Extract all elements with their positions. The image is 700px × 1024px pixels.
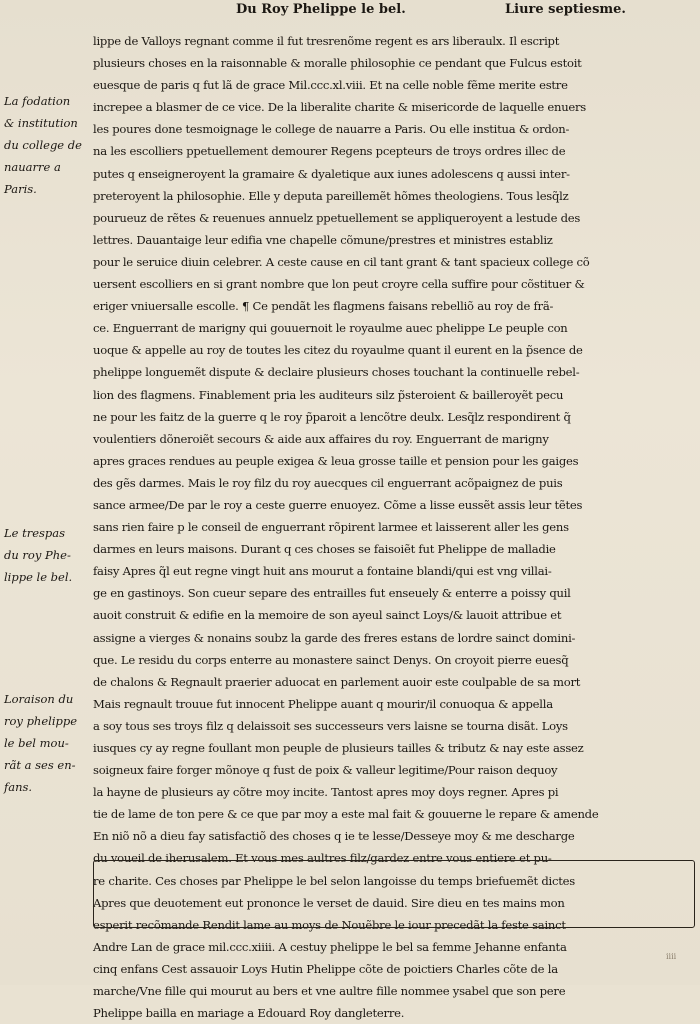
text-line: lettres. Dauantaige leur edifia vne chapelle cõmune/prestres et ministres establiz [93, 232, 553, 247]
annotation-box [93, 860, 695, 928]
text-line: cinq enfans Cest assauoir Loys Hutin Phelippe cõte de poictiers Charles cõte de la [93, 961, 558, 976]
text-line: Phelippe bailla en mariage a Edouard Roy dangleterre. [93, 1006, 405, 1021]
book-title: Liure septiesme. [505, 2, 626, 17]
text-line: lion des flagmens. Finablement pria les auditeurs silz p̃steroient & bailleroyẽt pecu [93, 387, 564, 402]
text-line: pour le seruice diuin celebrer. A ceste cause en cil tant grant & tant spacieux college cõ [93, 254, 590, 269]
page-header [0, 0, 700, 22]
text-line: les poures done tesmoignage le college de nauarre a Paris. Ou elle institua & ordon- [93, 122, 570, 137]
text-line: iusques cy ay regne foullant mon peuple de plusieurs tailles & tributz & nay este assez [93, 741, 584, 755]
text-line: a soy tous ses troys filz q delaissoit ses successeurs vers laisne se tourna disãt. Loys [93, 718, 568, 733]
text-line: sance armee/De par le roy a ceste guerre enuoyez. Cõme a lisse eussẽt assis leur tẽtes [93, 497, 583, 512]
text-line: uersent escolliers en si grant nombre que lon peut croyre cella suffire pour cõstituer & [93, 277, 585, 292]
text-line: lippe de Valloys regnant comme il fut tresrenõme regent es ars liberaulx. Il escript [93, 34, 560, 48]
text-line: du voueil de iherusalem. Et vous mes aultres filz/gardez entre vous entiere et pu- [93, 851, 552, 866]
running-title: Du Roy Phelippe le bel. [236, 2, 406, 17]
text-line: que. Le residu du corps enterre au monastere sainct Denys. On croyoit pierre euesq̃ [93, 652, 569, 667]
text-line: esperit recõmande Rendit lame au moys de Nouẽbre le iour precedãt la feste sainct [93, 917, 566, 932]
text-line: putes q enseigneroyent la gramaire & dyaletique aux iunes adolescens q aussi inter- [93, 166, 570, 181]
text-line: increpee a blasmer de ce vice. De la liberalite charite & misericorde de laquelle enuers [93, 100, 587, 115]
text-line: voulentiers dõneroiẽt secours & aide aux affaires du roy. Enguerrant de marigny [93, 431, 549, 446]
text-line: pourueuz de rẽtes & reuenues annuelz ppetuellement se appliqueroyent a lestude des [93, 210, 581, 225]
text-line: Mais regnault trouue fut innocent Phelippe auant q mourir/il conuoqua & appella [93, 696, 553, 711]
text-line: uoque & appelle au roy de toutes les citez du royaulme quant il eurent en la p̃sence de [93, 343, 583, 358]
text-line: ge en gastinoys. Son cueur separe des entrailles fut enseuely & enterre a poissy quil [93, 586, 571, 601]
margin-note-fondation: La fodation & institution du college de nauarre a Paris. [4, 94, 82, 196]
text-line: Apres que deuotement eut prononce le verset de dauid. Sire dieu en tes mains mon [93, 895, 565, 910]
text-line: En niõ nõ a dieu fay satisfactiõ des choses q ie te lesse/Desseye moy & me descharge [93, 829, 575, 844]
text-line: phelippe longuemẽt dispute & declaire plusieurs choses touchant la continuelle rebel- [93, 365, 580, 380]
text-line: marche/Vne fille qui mourut au bers et vne aultre fille nommee ysabel que son pere [93, 984, 566, 999]
margin-note-trespas: Le trespas du roy Phe- lippe le bel. [4, 526, 73, 584]
text-line: re charite. Ces choses par Phelippe le bel selon langoisse du temps briefuemẽt dictes [93, 873, 575, 888]
text-line: la hayne de plusieurs ay cõtre moy incite. Tantost apres moy doys regner. Apres pi [93, 785, 559, 800]
folio-mark: iiii [666, 952, 677, 961]
text-line: darmes en leurs maisons. Durant q ces choses se faisoiẽt fut Phelippe de malladie [93, 542, 556, 557]
text-line: auoit construit & edifie en la memoire de son ayeul sainct Loys/& lauoit attribue et [93, 608, 562, 623]
text-line: apres graces rendues au peuple exigea & leua grosse taille et pension pour les gaiges [93, 453, 579, 468]
text-line: preteroyent la philosophie. Elle y deputa pareillemẽt hõmes theologiens. Tous lesq̃lz [93, 188, 569, 203]
text-line: eriger vniuersalle escolle. ¶ Ce pendãt les flagmens faisans rebelliõ au roy de frã- [93, 299, 554, 314]
text-line: ne pour les faitz de la guerre q le roy p̃paroit a lencõtre deulx. Lesq̃lz respondirent q̃ [93, 409, 571, 424]
text-line: faisy Apres q̃l eut regne vingt huit ans mourut a fontaine blandi/qui est vng villai- [93, 564, 552, 579]
text-line: sans rien faire p le conseil de enguerrant rõpirent larmee et laisserent aller les gens [93, 520, 569, 535]
text-line: na les escolliers ppetuellement demourer Regens pcepteurs de troys ordres illec de [93, 144, 566, 159]
text-line: soigneux faire forger mõnoye q fust de poix & valleur legitime/Pour raison dequoy [93, 763, 558, 778]
text-line: de chalons & Regnault praerier aduocat en parlement auoir este coulpable de sa mort [93, 674, 581, 689]
text-line: plusieurs choses en la raisonnable & moralle philosophie ce pendant que Fulcus estoit [93, 56, 582, 71]
text-line: tie de lame de ton pere & ce que par moy a este mal fait & gouuerne le repare & amende [93, 807, 599, 822]
text-line: des gẽs darmes. Mais le roy filz du roy auecques cil enguerrant acõpaignez de puis [93, 475, 563, 490]
text-line: ce. Enguerrant de marigny qui gouuernoit le royaulme auec phelippe Le peuple con [93, 321, 568, 336]
text-line: euesque de paris q fut lã de grace Mil.ccc.xl.viii. Et na celle noble fẽme merite estre [93, 78, 568, 93]
text-line: Andre Lan de grace mil.ccc.xiiii. A cestuy phelippe le bel sa femme Jehanne enfanta [93, 939, 567, 954]
text-line: assigne a vierges & nonains soubz la garde des freres estans de lordre sainct domini- [93, 630, 576, 645]
margin-note-oraison: Loraison du roy phelippe le bel mou- rãt a ses en- fans. [4, 692, 78, 794]
